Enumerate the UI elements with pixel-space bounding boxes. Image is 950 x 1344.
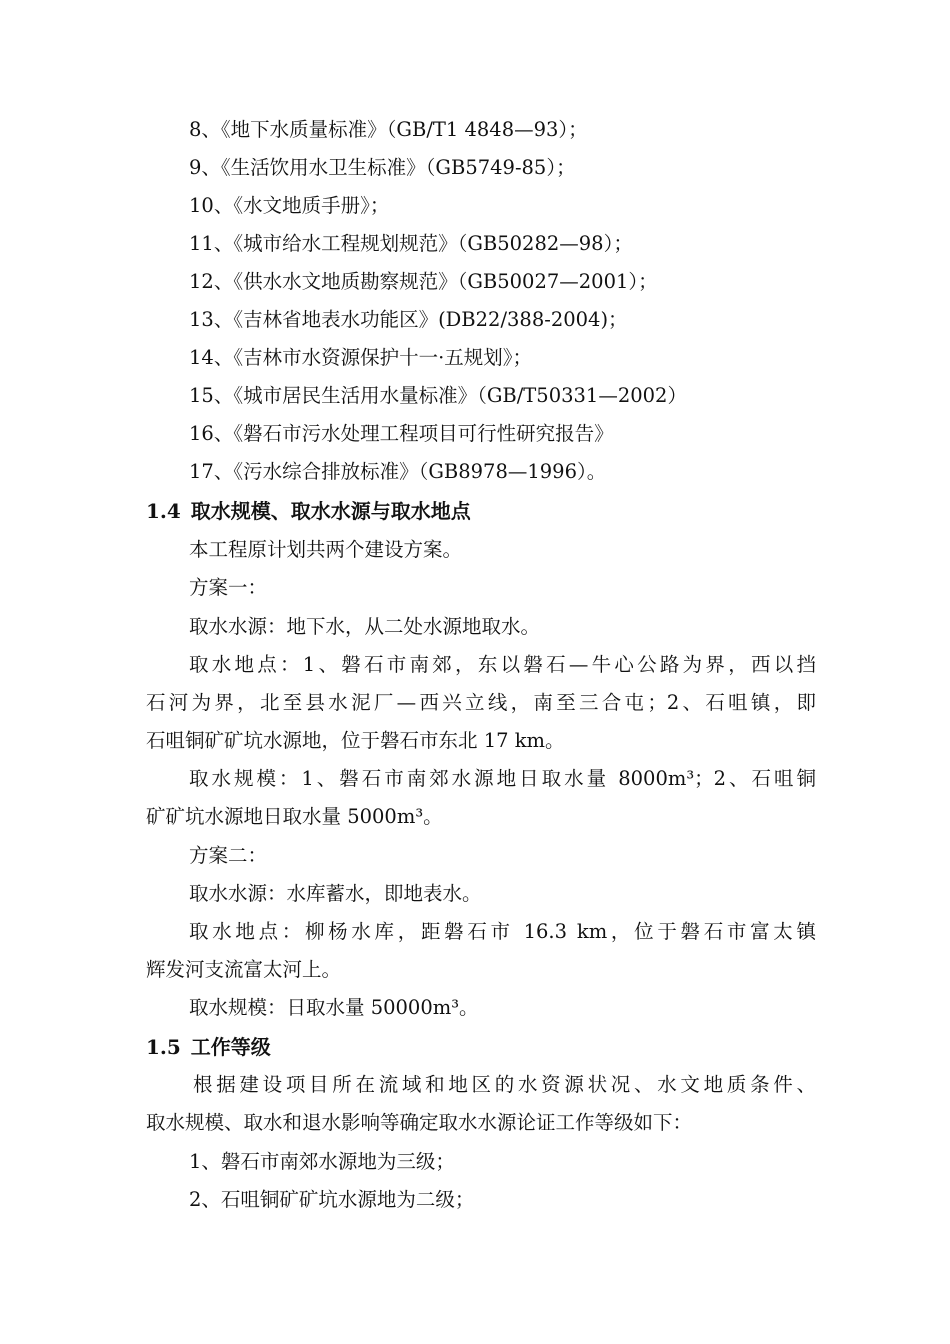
reference-item: 10、《水文地质手册》；	[189, 194, 390, 217]
paragraph-line: 辉发河支流富太河上。	[146, 958, 342, 981]
section-heading	[146, 1034, 271, 1060]
section-heading	[146, 498, 471, 524]
reference-item: 9、《生活饮用水卫生标准》（GB5749-85）；	[189, 156, 576, 179]
paragraph-line: 取水地点：1、磐石市南郊，东以磐石—牛心公路为界，西以挡	[189, 653, 816, 676]
section-number: 1.4	[146, 499, 181, 523]
paragraph-line: 取水规模：1、磐石市南郊水源地日取水量 8000m³；2、石咀铜	[189, 767, 816, 790]
list-item: 1、磐石市南郊水源地为三级；	[189, 1150, 455, 1173]
reference-item: 17、《污水综合排放标准》（GB8978—1996）。	[189, 460, 607, 483]
section-title: 工作等级	[190, 1035, 271, 1059]
paragraph-line: 取水规模、取水和退水影响等确定取水水源论证工作等级如下：	[146, 1111, 693, 1134]
reference-item: 12、《供水水文地质勘察规范》（GB50027—2001）；	[189, 270, 658, 293]
reference-item: 14、《吉林市水资源保护十一·五规划》；	[189, 346, 533, 369]
reference-item: 8、《地下水质量标准》（GB/T1 4848—93）；	[189, 118, 588, 141]
paragraph: 取水水源：地下水，从二处水源地取水。	[189, 615, 541, 638]
paragraph-line: 石咀铜矿矿坑水源地，位于磐石市东北 17 km。	[146, 729, 565, 752]
plan-label: 方案二：	[189, 844, 268, 867]
paragraph-line: 矿矿坑水源地日取水量 5000m³。	[146, 805, 443, 828]
list-item: 2、石咀铜矿矿坑水源地为二级；	[189, 1188, 475, 1211]
reference-item: 15、《城市居民生活用水量标准》（GB/T50331—2002）	[189, 384, 687, 407]
paragraph: 取水规模：日取水量 50000m³。	[189, 996, 479, 1019]
plan-label: 方案一：	[189, 576, 268, 599]
paragraph: 本工程原计划共两个建设方案。	[189, 538, 463, 561]
paragraph-line: 石河为界，北至县水泥厂—西兴立线，南至三合屯；2、石咀镇，即	[146, 691, 816, 714]
paragraph: 取水水源：水库蓄水，即地表水。	[189, 882, 482, 905]
paragraph-line: 根据建设项目所在流域和地区的水资源状况、水文地质条件、	[193, 1073, 816, 1096]
reference-item: 11、《城市给水工程规划规范》（GB50282—98）；	[189, 232, 633, 255]
reference-item: 13、《吉林省地表水功能区》(DB22/388-2004)；	[189, 308, 628, 331]
reference-item: 16、《磐石市污水处理工程项目可行性研究报告》	[189, 422, 614, 445]
section-number: 1.5	[146, 1035, 181, 1059]
paragraph-line: 取水地点：柳杨水库，距磐石市 16.3 km，位于磐石市富太镇	[189, 920, 816, 943]
section-title: 取水规模、取水水源与取水地点	[190, 499, 471, 523]
